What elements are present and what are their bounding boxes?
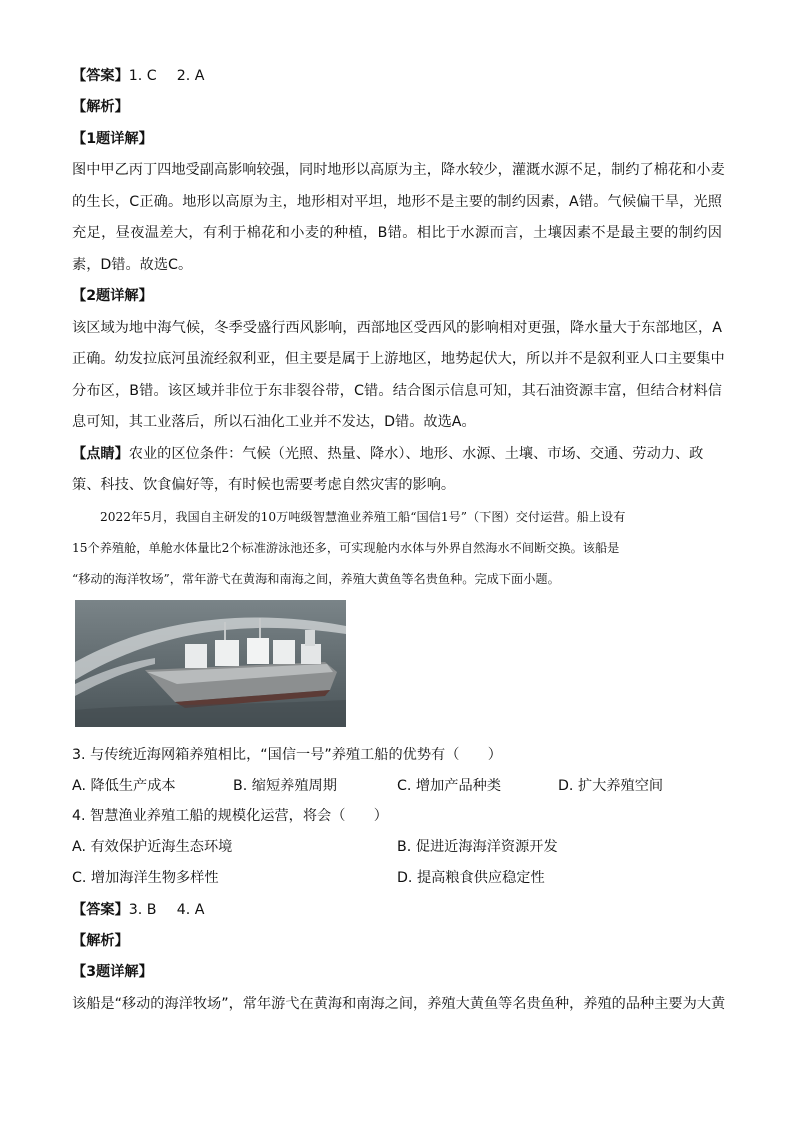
q2-line: 正确。幼发拉底河虽流经叙利亚，但主要是属于上游地区，地势起伏大，所以并不是叙利亚人口主要集中	[72, 351, 725, 367]
q2-line: 分布区，B错。该区域并非位于东非裂谷带，C错。结合图示信息可知，其石油资源丰富，但结合材料信	[72, 383, 722, 399]
ship-illustration	[75, 600, 346, 727]
answer-row-2	[72, 900, 205, 920]
q4-option-b[interactable]: B. 促进近海海洋资源开发	[397, 839, 558, 855]
q4-option-c[interactable]: C. 增加海洋生物多样性	[72, 870, 219, 886]
q3-option-b[interactable]: B. 缩短养殖周期	[233, 778, 337, 794]
q4-option-d[interactable]: D. 提高粮食供应稳定性	[397, 870, 545, 886]
analysis-tag: 【解析】	[72, 99, 129, 115]
answer-tag: 【答案】	[72, 902, 129, 918]
tip-text: 农业的区位条件：气候（光照、热量、降水）、地形、水源、土壤、市场、交通、劳动力、政	[128, 446, 704, 462]
answer-2: 2. A	[176, 68, 205, 84]
q3-option-d[interactable]: D. 扩大养殖空间	[558, 778, 664, 794]
q3-stem: 3. 与传统近海网箱养殖相比，“国信一号”养殖工船的优势有（ ）	[72, 747, 502, 763]
q1-line: 的生长，C正确。地形以高原为主，地形相对平坦，地形不是主要的制约因素，A错。气候偏干旱，光照	[72, 194, 722, 210]
material-line: 2022年5月，我国自主研发的10万吨级智慧渔业养殖工船“国信1号”（下图）交付运营。船上设有	[100, 510, 626, 524]
q1-line: 充足，昼夜温差大，有利于棉花和小麦的种植，B错。相比于水源而言，土壤因素不是最主要的制约因	[72, 225, 722, 241]
q1-line: 素，D错。故选C。	[72, 257, 193, 273]
q3-detail-line: 该船是“移动的海洋牧场”，常年游弋在黄海和南海之间，养殖大黄鱼等名贵鱼种，养殖的品种主要为大黄	[72, 996, 726, 1012]
answer-3: 3. B	[128, 902, 157, 918]
material-line: 15个养殖舱，单舱水体量比2个标准游泳池还多，可实现舱内水体与外界自然海水不间断交换。该船是	[72, 541, 620, 555]
answer-row-1	[72, 66, 205, 86]
tip-line-2: 策、科技、饮食偏好等，有时候也需要考虑自然灾害的影响。	[72, 477, 456, 493]
answer-1: 1. C	[128, 68, 157, 84]
q1-line: 图中甲乙丙丁四地受副高影响较强，同时地形以高原为主，降水较少，灌溉水源不足，制约了棉花和小麦	[72, 162, 725, 178]
analysis-tag: 【解析】	[72, 933, 129, 949]
answer-4: 4. A	[176, 902, 205, 918]
q3-detail-head: 【3题详解】	[72, 964, 153, 980]
q4-option-a[interactable]: A. 有效保护近海生态环境	[72, 839, 233, 855]
q4-stem: 4. 智慧渔业养殖工船的规模化运营，将会（ ）	[72, 808, 388, 824]
ship-photo	[75, 600, 346, 727]
tip-tag: 【点睛】	[72, 446, 129, 462]
q3-option-c[interactable]: C. 增加产品种类	[397, 778, 502, 794]
q1-detail-head: 【1题详解】	[72, 131, 153, 147]
q2-line: 该区域为地中海气候，冬季受盛行西风影响，西部地区受西风的影响相对更强，降水量大于东部地区，A	[72, 320, 722, 336]
q2-line: 息可知，其工业落后，所以石油化工业并不发达，D错。故选A。	[72, 414, 476, 430]
q2-detail-head: 【2题详解】	[72, 288, 153, 304]
q3-option-a[interactable]: A. 降低生产成本	[72, 778, 176, 794]
answer-tag: 【答案】	[72, 68, 129, 84]
tip-line-1	[72, 444, 722, 464]
material-line: “移动的海洋牧场”，常年游弋在黄海和南海之间，养殖大黄鱼等名贵鱼种。完成下面小题。	[72, 572, 560, 586]
